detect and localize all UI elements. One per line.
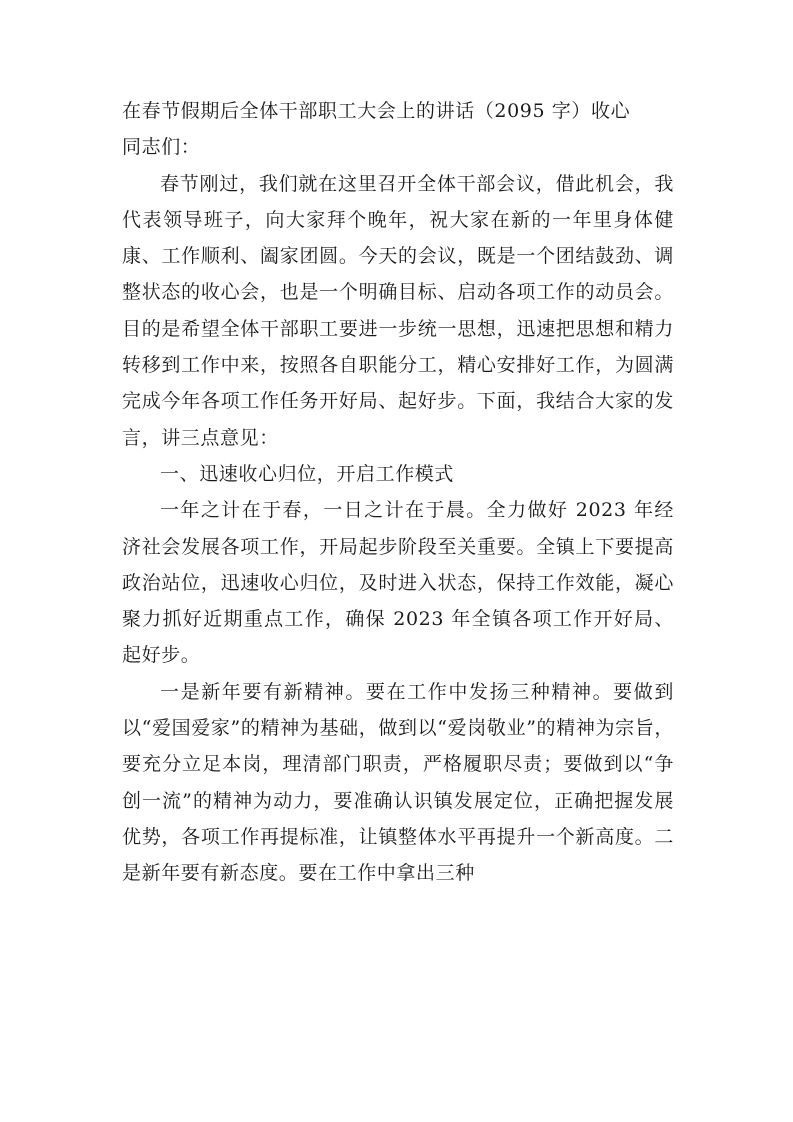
salutation: 同志们： (122, 136, 201, 159)
paragraph-intro: 春节刚过，我们就在这里召开全体干部会议，借此机会，我代表领导班子，向大家拜个晚年，祝大家在新的一年里身体健康、工作顺利、阖家团圆。今天的会议，既是一个团结鼓劲、调整状态的收心会，也是一个明确目标、启动各项工作的动员会。目的是希望全体干部职工要进一步统一思想，迅速把思想和精力转移到工作中来，按照各自职能分工，精心安排好工作，为圆满完成今年各项工作任务开好局、起好步。下面，我结合大家的发言，讲三点意见： (122, 172, 674, 449)
document-body (122, 93, 674, 892)
paragraph-section-1: 一年之计在于春，一日之计在于晨。全力做好 2023 年经济社会发展各项工作，开局起步阶段至关重要。全镇上下要提高政治站位，迅速收心归位，及时进入状态，保持工作效能，凝心聚力抓好近期重点工作，确保 2023 年全镇各项工作开好局、起好步。 (122, 499, 674, 667)
paragraph-spirit: 一是新年要有新精神。要在工作中发扬三种精神。要做到以“爱国爱家”的精神为基础，做到以“爱岗敬业”的精神为宗旨，要充分立足本岗，理清部门职责，严格履职尽责；要做到以“争创一流”的精神为动力，要准确认识镇发展定位，正确把握发展优势，各项工作再提标准，让镇整体水平再提升一个新高度。二是新年要有新态度。要在工作中拿出三种 (122, 680, 674, 885)
document-title: 在春节假期后全体干部职工大会上的讲话（2095 字）收心 (122, 100, 631, 122)
section-heading-1: 一、迅速收心归位，开启工作模式 (160, 462, 455, 485)
